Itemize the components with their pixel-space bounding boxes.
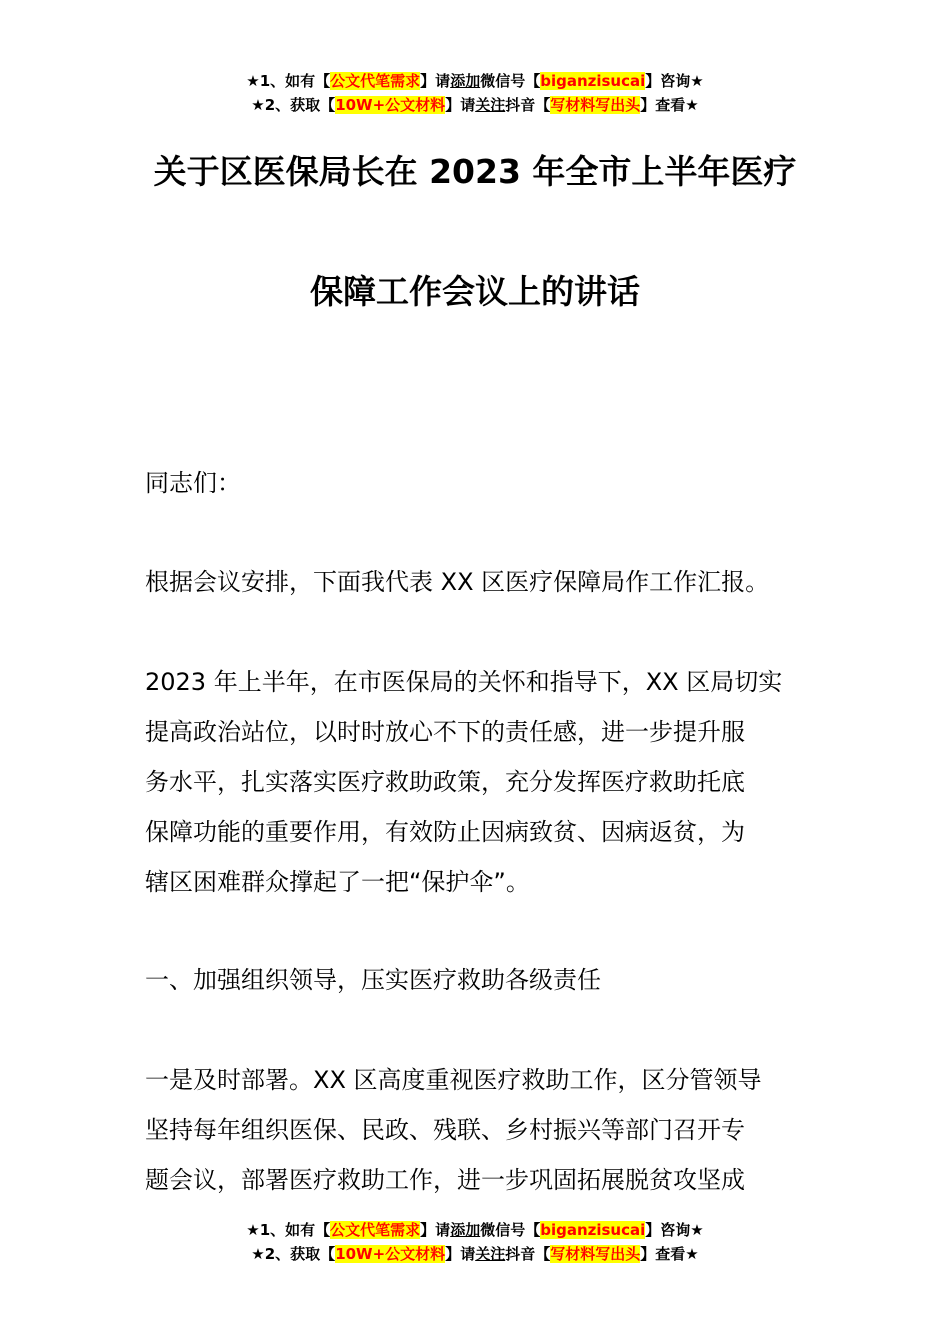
paragraph-line: 坚持每年组织医保、民政、残联、乡村振兴等部门召开专 — [145, 1116, 745, 1144]
promo-text: 】请 — [445, 96, 476, 114]
promo-text: 】咨询★ — [645, 72, 704, 90]
intro-paragraph: 根据会议安排，下面我代表 XX 区医疗保障局作工作汇报。 — [145, 568, 770, 596]
promo-text: 】查看★ — [640, 96, 699, 114]
promo-line-1 — [0, 69, 950, 93]
promo-underline: 添加 — [450, 72, 481, 90]
promo-banner-top — [0, 69, 950, 117]
paragraph-line: 提高政治站位，以时时放心不下的责任感，进一步提升服 — [145, 718, 745, 746]
promo-text: 】查看★ — [640, 1245, 699, 1263]
promo-highlight: 10W+公文材料 — [335, 1245, 446, 1263]
promo-text: ★2、获取【 — [251, 1245, 336, 1263]
promo-text: 】咨询★ — [645, 1221, 704, 1239]
promo-text: ★2、获取【 — [251, 96, 336, 114]
section-heading: 一、加强组织领导，压实医疗救助各级责任 — [145, 966, 601, 994]
promo-underline: 关注 — [475, 96, 506, 114]
promo-highlight: 公文代笔需求 — [330, 72, 421, 90]
promo-highlight: biganzisucai — [540, 1221, 646, 1239]
promo-underline: 添加 — [450, 1221, 481, 1239]
promo-line-1 — [0, 1218, 950, 1242]
point-paragraph — [145, 1055, 807, 1205]
promo-text: 微信号【 — [480, 1221, 541, 1239]
promo-highlight: biganzisucai — [540, 72, 646, 90]
promo-text: 】请 — [420, 1221, 451, 1239]
summary-paragraph — [145, 657, 807, 907]
promo-text: ★1、如有【 — [246, 72, 331, 90]
promo-highlight: 公文代笔需求 — [330, 1221, 421, 1239]
paragraph-line: 2023 年上半年，在市医保局的关怀和指导下，XX 区局切实 — [145, 668, 783, 696]
document-title-line-1: 关于区医保局长在 2023 年全市上半年医疗 — [153, 152, 797, 191]
promo-line-2 — [0, 93, 950, 117]
promo-highlight: 10W+公文材料 — [335, 96, 446, 114]
promo-text: 】请 — [420, 72, 451, 90]
paragraph-line: 务水平，扎实落实医疗救助政策，充分发挥医疗救助托底 — [145, 768, 745, 796]
promo-underline: 关注 — [475, 1245, 506, 1263]
promo-text: 抖音【 — [505, 1245, 551, 1263]
greeting-paragraph: 同志们： — [145, 469, 241, 497]
promo-text: 抖音【 — [505, 96, 551, 114]
paragraph-line: 一是及时部署。XX 区高度重视医疗救助工作，区分管领导 — [145, 1066, 762, 1094]
promo-text: 】请 — [445, 1245, 476, 1263]
promo-line-2 — [0, 1242, 950, 1266]
promo-highlight: 写材料写出头 — [550, 96, 641, 114]
paragraph-line: 题会议，部署医疗救助工作，进一步巩固拓展脱贫攻坚成 — [145, 1166, 745, 1194]
promo-highlight: 写材料写出头 — [550, 1245, 641, 1263]
promo-text: ★1、如有【 — [246, 1221, 331, 1239]
promo-text: 微信号【 — [480, 72, 541, 90]
document-title-line-2: 保障工作会议上的讲话 — [310, 272, 640, 311]
paragraph-line: 辖区困难群众撑起了一把“保护伞”。 — [145, 868, 530, 896]
paragraph-line: 保障功能的重要作用，有效防止因病致贫、因病返贫，为 — [145, 818, 745, 846]
promo-banner-bottom — [0, 1218, 950, 1266]
